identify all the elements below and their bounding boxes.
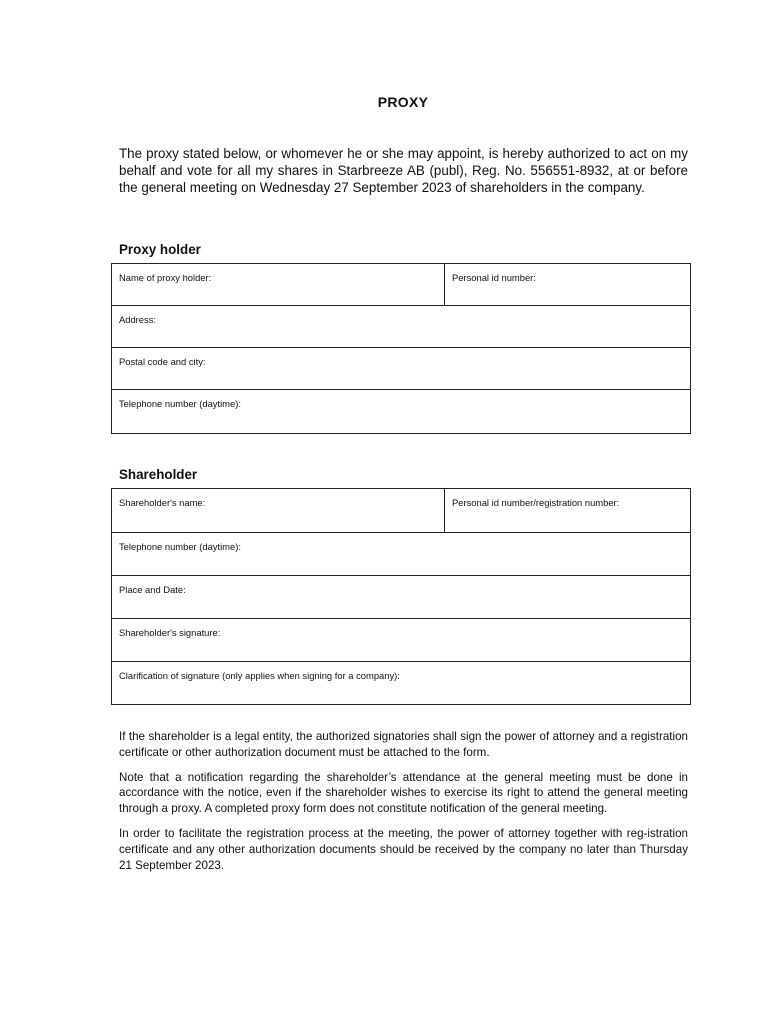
proxy-holder-address-label: Address: — [119, 314, 156, 325]
proxy-holder-postal-field[interactable] — [112, 348, 691, 390]
shareholder-clarification-label: Clarification of signature (only applies when signing for a company): — [119, 670, 400, 681]
shareholder-name-field[interactable] — [112, 489, 445, 533]
intro-paragraph: The proxy stated below, or whomever he or she may appoint, is hereby authorized to act on my behalf and vote for all my shares in Starbreeze AB (publ), Reg. No. 556551-8932, at or before the general meeting on Wednesday 27 September 2023 of shareholders in the company. — [119, 146, 688, 195]
shareholder-personal-id-label: Personal id number/registration number: — [452, 497, 620, 508]
shareholder-table — [111, 488, 691, 705]
proxy-holder-address-field[interactable] — [112, 306, 691, 348]
proxy-holder-telephone-field[interactable] — [112, 390, 691, 434]
note-registration-deadline: In order to facilitate the registration process at the meeting, the power of attorney together with reg-istration certificate and any other authorization documents should be received by the company no later than Thursday 21 September 2023. — [119, 826, 688, 872]
proxy-holder-personal-id-field[interactable] — [445, 264, 691, 306]
note-notification: Note that a notification regarding the shareholder’s attendance at the general meeting must be done in accordance with the notice, even if the shareholder wishes to exercise its right to attend the general meeting through a proxy. A completed proxy form does not constitute notification of the general meeting. — [119, 770, 688, 816]
page-title: PROXY — [377, 94, 429, 110]
shareholder-heading: Shareholder — [119, 467, 198, 482]
note-legal-entity: If the shareholder is a legal entity, the authorized signatories shall sign the power of attorney and a registration certificate or other authorization document must be attached to the form. — [119, 730, 688, 759]
shareholder-telephone-field[interactable] — [112, 533, 691, 576]
shareholder-signature-field[interactable] — [112, 619, 691, 662]
shareholder-telephone-label: Telephone number (daytime): — [119, 541, 241, 552]
shareholder-place-date-field[interactable] — [112, 576, 691, 619]
shareholder-signature-label: Shareholder's signature: — [119, 627, 221, 638]
notes-section — [119, 729, 688, 882]
proxy-holder-name-field[interactable] — [112, 264, 445, 306]
shareholder-place-date-label: Place and Date: — [119, 584, 186, 595]
proxy-holder-name-label: Name of proxy holder: — [119, 272, 212, 283]
proxy-holder-telephone-label: Telephone number (daytime): — [119, 398, 241, 409]
shareholder-personal-id-field[interactable] — [445, 489, 691, 533]
shareholder-clarification-field[interactable] — [112, 662, 691, 705]
proxy-holder-personal-id-label: Personal id number: — [452, 272, 536, 283]
proxy-holder-postal-label: Postal code and city: — [119, 356, 206, 367]
shareholder-name-label: Shareholder's name: — [119, 497, 206, 508]
proxy-holder-heading: Proxy holder — [119, 242, 201, 257]
proxy-holder-table — [111, 263, 691, 434]
